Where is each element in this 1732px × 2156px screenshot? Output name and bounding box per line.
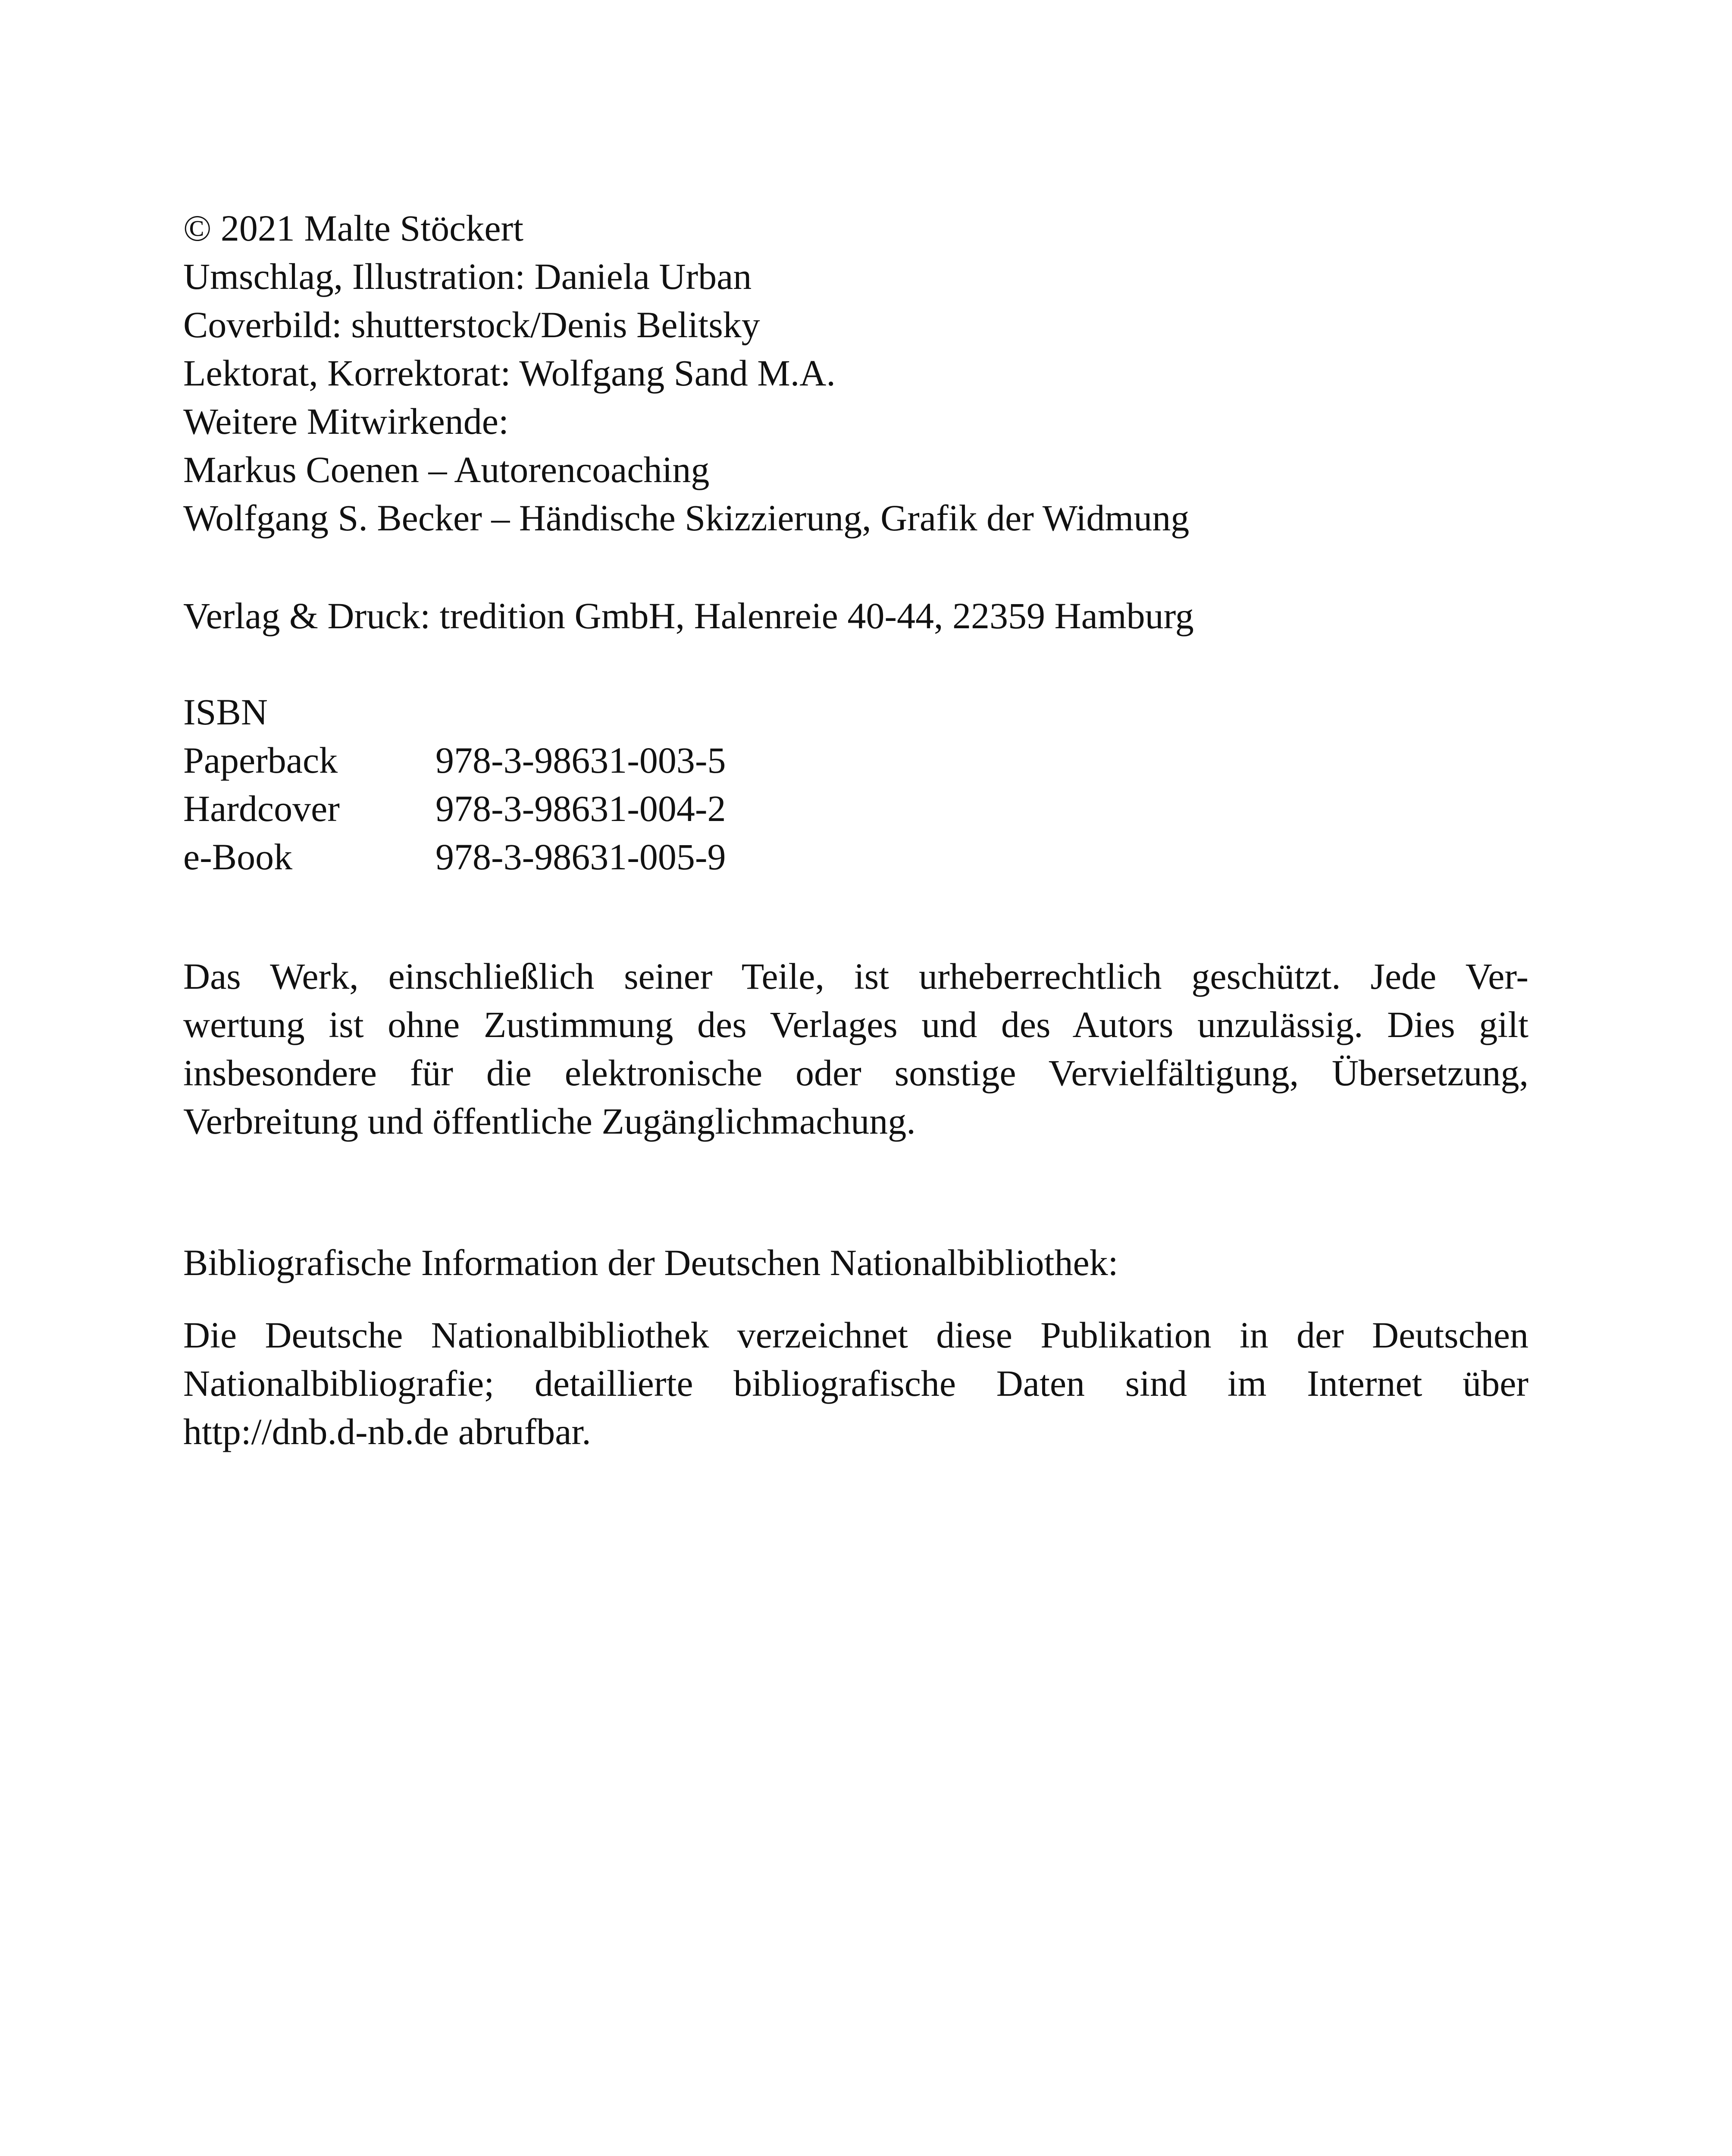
dnb-heading bbox=[183, 1238, 1528, 1287]
publisher-line: Verlag & Druck: tredition GmbH, Halenreie 40-44, 22359 Hamburg bbox=[183, 595, 1194, 636]
contributors-heading: Weitere Mitwirkende: bbox=[183, 401, 509, 442]
contributor-line: Wolfgang S. Becker – Händische Skizzierung, Grafik der Widmung bbox=[183, 497, 1190, 539]
publisher-block bbox=[183, 592, 1528, 640]
copyright-line: © 2021 Malte Stöckert bbox=[183, 207, 524, 249]
credits-block bbox=[183, 204, 1528, 542]
copyright-notice bbox=[183, 952, 1528, 1145]
cover-illustration-line: Umschlag, Illustration: Daniela Urban bbox=[183, 256, 752, 297]
isbn-row bbox=[183, 784, 1528, 833]
dnb-link-line: http://dnb.d-nb.de abrufbar. bbox=[183, 1411, 591, 1452]
dnb-heading-text: Bibliografische Information der Deutschen Nationalbibliothek: bbox=[183, 1242, 1118, 1283]
isbn-number: 978-3-98631-004-2 bbox=[435, 788, 726, 829]
notice-line: insbesondere für die elektronische oder sonstige Vervielfältigung, Übersetzung, bbox=[183, 1052, 1528, 1094]
editing-line: Lektorat, Korrektorat: Wolfgang Sand M.A. bbox=[183, 352, 836, 394]
notice-line: Verbreitung und öffentliche Zugänglichmachung. bbox=[183, 1100, 916, 1142]
isbn-row bbox=[183, 833, 1528, 881]
dnb-paragraph bbox=[183, 1311, 1528, 1456]
isbn-heading: ISBN bbox=[183, 691, 268, 733]
isbn-format-label: e-Book bbox=[183, 836, 293, 877]
isbn-number: 978-3-98631-003-5 bbox=[435, 740, 726, 781]
contributor-line: Markus Coenen – Autorencoaching bbox=[183, 449, 710, 490]
isbn-format-label: Hardcover bbox=[183, 788, 340, 829]
notice-line: wertung ist ohne Zustimmung des Verlages und des Autors unzulässig. Dies gilt bbox=[183, 1004, 1528, 1045]
dnb-line: Nationalbibliografie; detaillierte bibliografische Daten sind im Internet über bbox=[183, 1363, 1528, 1404]
notice-line: Das Werk, einschließlich seiner Teile, ist urheberrechtlich geschützt. Jede Ver- bbox=[183, 956, 1528, 997]
isbn-format-label: Paperback bbox=[183, 740, 338, 781]
cover-image-line: Coverbild: shutterstock/Denis Belitsky bbox=[183, 304, 760, 345]
isbn-row bbox=[183, 736, 1528, 784]
dnb-line: Die Deutsche Nationalbibliothek verzeichnet diese Publikation in der Deutschen bbox=[183, 1314, 1528, 1356]
isbn-number: 978-3-98631-005-9 bbox=[435, 836, 726, 877]
isbn-block bbox=[183, 688, 1528, 881]
